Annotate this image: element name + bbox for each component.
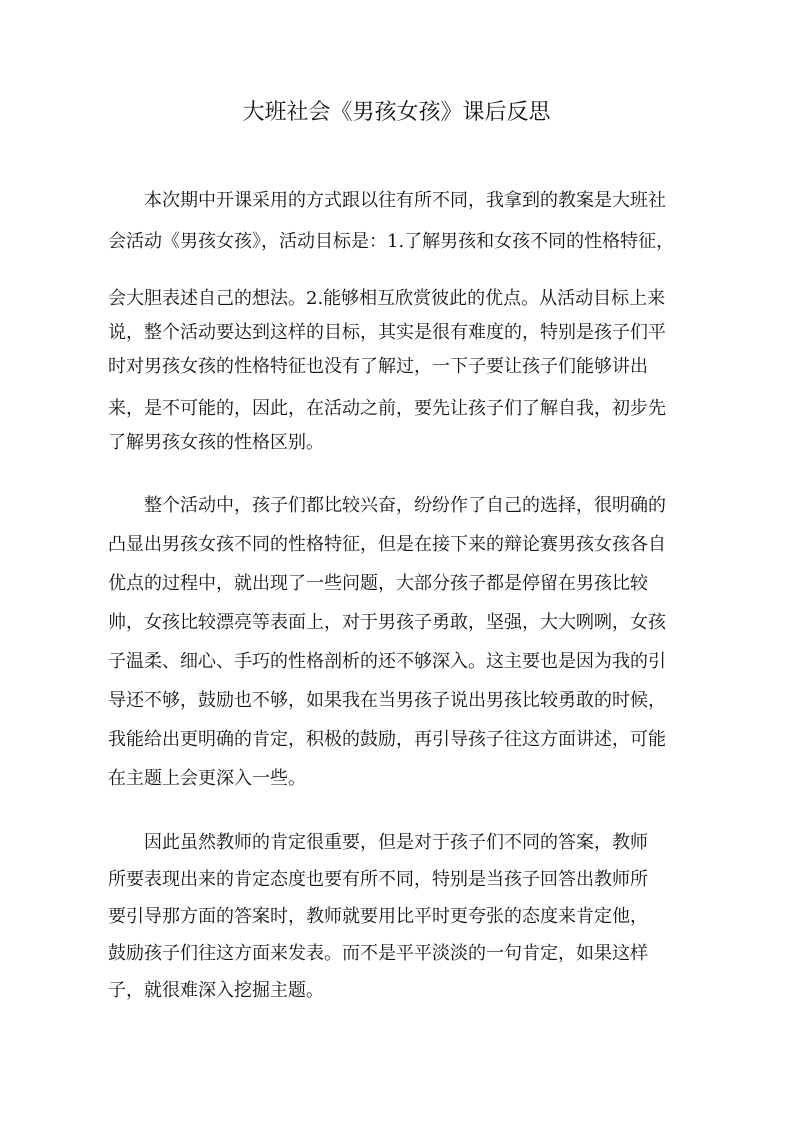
paragraph-1-line-7: 了解男孩女孩的性格区别。 <box>108 432 324 453</box>
paragraph-1-line-2: 会活动《男孩女孩》，活动目标是：1.了解男孩和女孩不同的性格特征， <box>108 231 675 252</box>
paragraph-1-line-5: 时对男孩女孩的性格特征也没有了解过，一下子要让孩子们能够讲出 <box>108 356 648 377</box>
paragraph-2-line-2: 凸显出男孩女孩不同的性格特征，但是在接下来的辩论赛男孩女孩各自 <box>108 534 666 555</box>
paragraph-3-line-3: 要引导那方面的答案时，教师就要用比平时更夸张的态度来肯定他， <box>108 906 648 927</box>
paragraph-3-line-1: 因此虽然教师的肯定很重要，但是对于孩子们不同的答案，教师 <box>144 832 648 853</box>
paragraph-2-line-7: 我能给出更明确的肯定，积极的鼓励，再引导孩子往这方面讲述，可能 <box>108 729 666 750</box>
paragraph-1-line-1: 本次期中开课采用的方式跟以往有所不同，我拿到的教案是大班社 <box>144 190 666 211</box>
paragraph-3-line-2: 所要表现出来的肯定态度也要有所不同，特别是当孩子回答出教师所 <box>108 869 648 890</box>
paragraph-2-line-8: 在主题上会更深入一些。 <box>108 768 306 789</box>
paragraph-2-line-5: 子温柔、细心、手巧的性格剖析的还不够深入。这主要也是因为我的引 <box>108 651 666 672</box>
paragraph-2-line-1: 整个活动中，孩子们都比较兴奋，纷纷作了自己的选择，很明确的 <box>144 495 666 516</box>
paragraph-2-line-6: 导还不够，鼓励也不够，如果我在当男孩子说出男孩比较勇敢的时候， <box>108 690 666 711</box>
paragraph-1-line-6: 来，是不可能的，因此，在活动之前，要先让孩子们了解自我，初步先 <box>108 398 666 419</box>
paragraph-3-line-4: 鼓励孩子们往这方面来发表。而不是平平淡淡的一句肯定，如果这样 <box>108 943 648 964</box>
paragraph-1-line-4: 说，整个活动要达到这样的目标，其实是很有难度的，特别是孩子们平 <box>108 322 666 343</box>
paragraph-2-line-3: 优点的过程中，就出现了一些问题，大部分孩子都是停留在男孩比较 <box>108 573 648 594</box>
document-title: 大班社会《男孩女孩》课后反思 <box>242 100 551 125</box>
paragraph-3-line-5: 子，就很难深入挖掘主题。 <box>108 980 324 1001</box>
paragraph-2-line-4: 帅，女孩比较漂亮等表面上，对于男孩子勇敢，坚强，大大咧咧，女孩 <box>108 612 666 633</box>
paragraph-1-line-3: 会大胆表述自己的想法。2.能够相互欣赏彼此的优点。从活动目标上来 <box>108 288 666 309</box>
